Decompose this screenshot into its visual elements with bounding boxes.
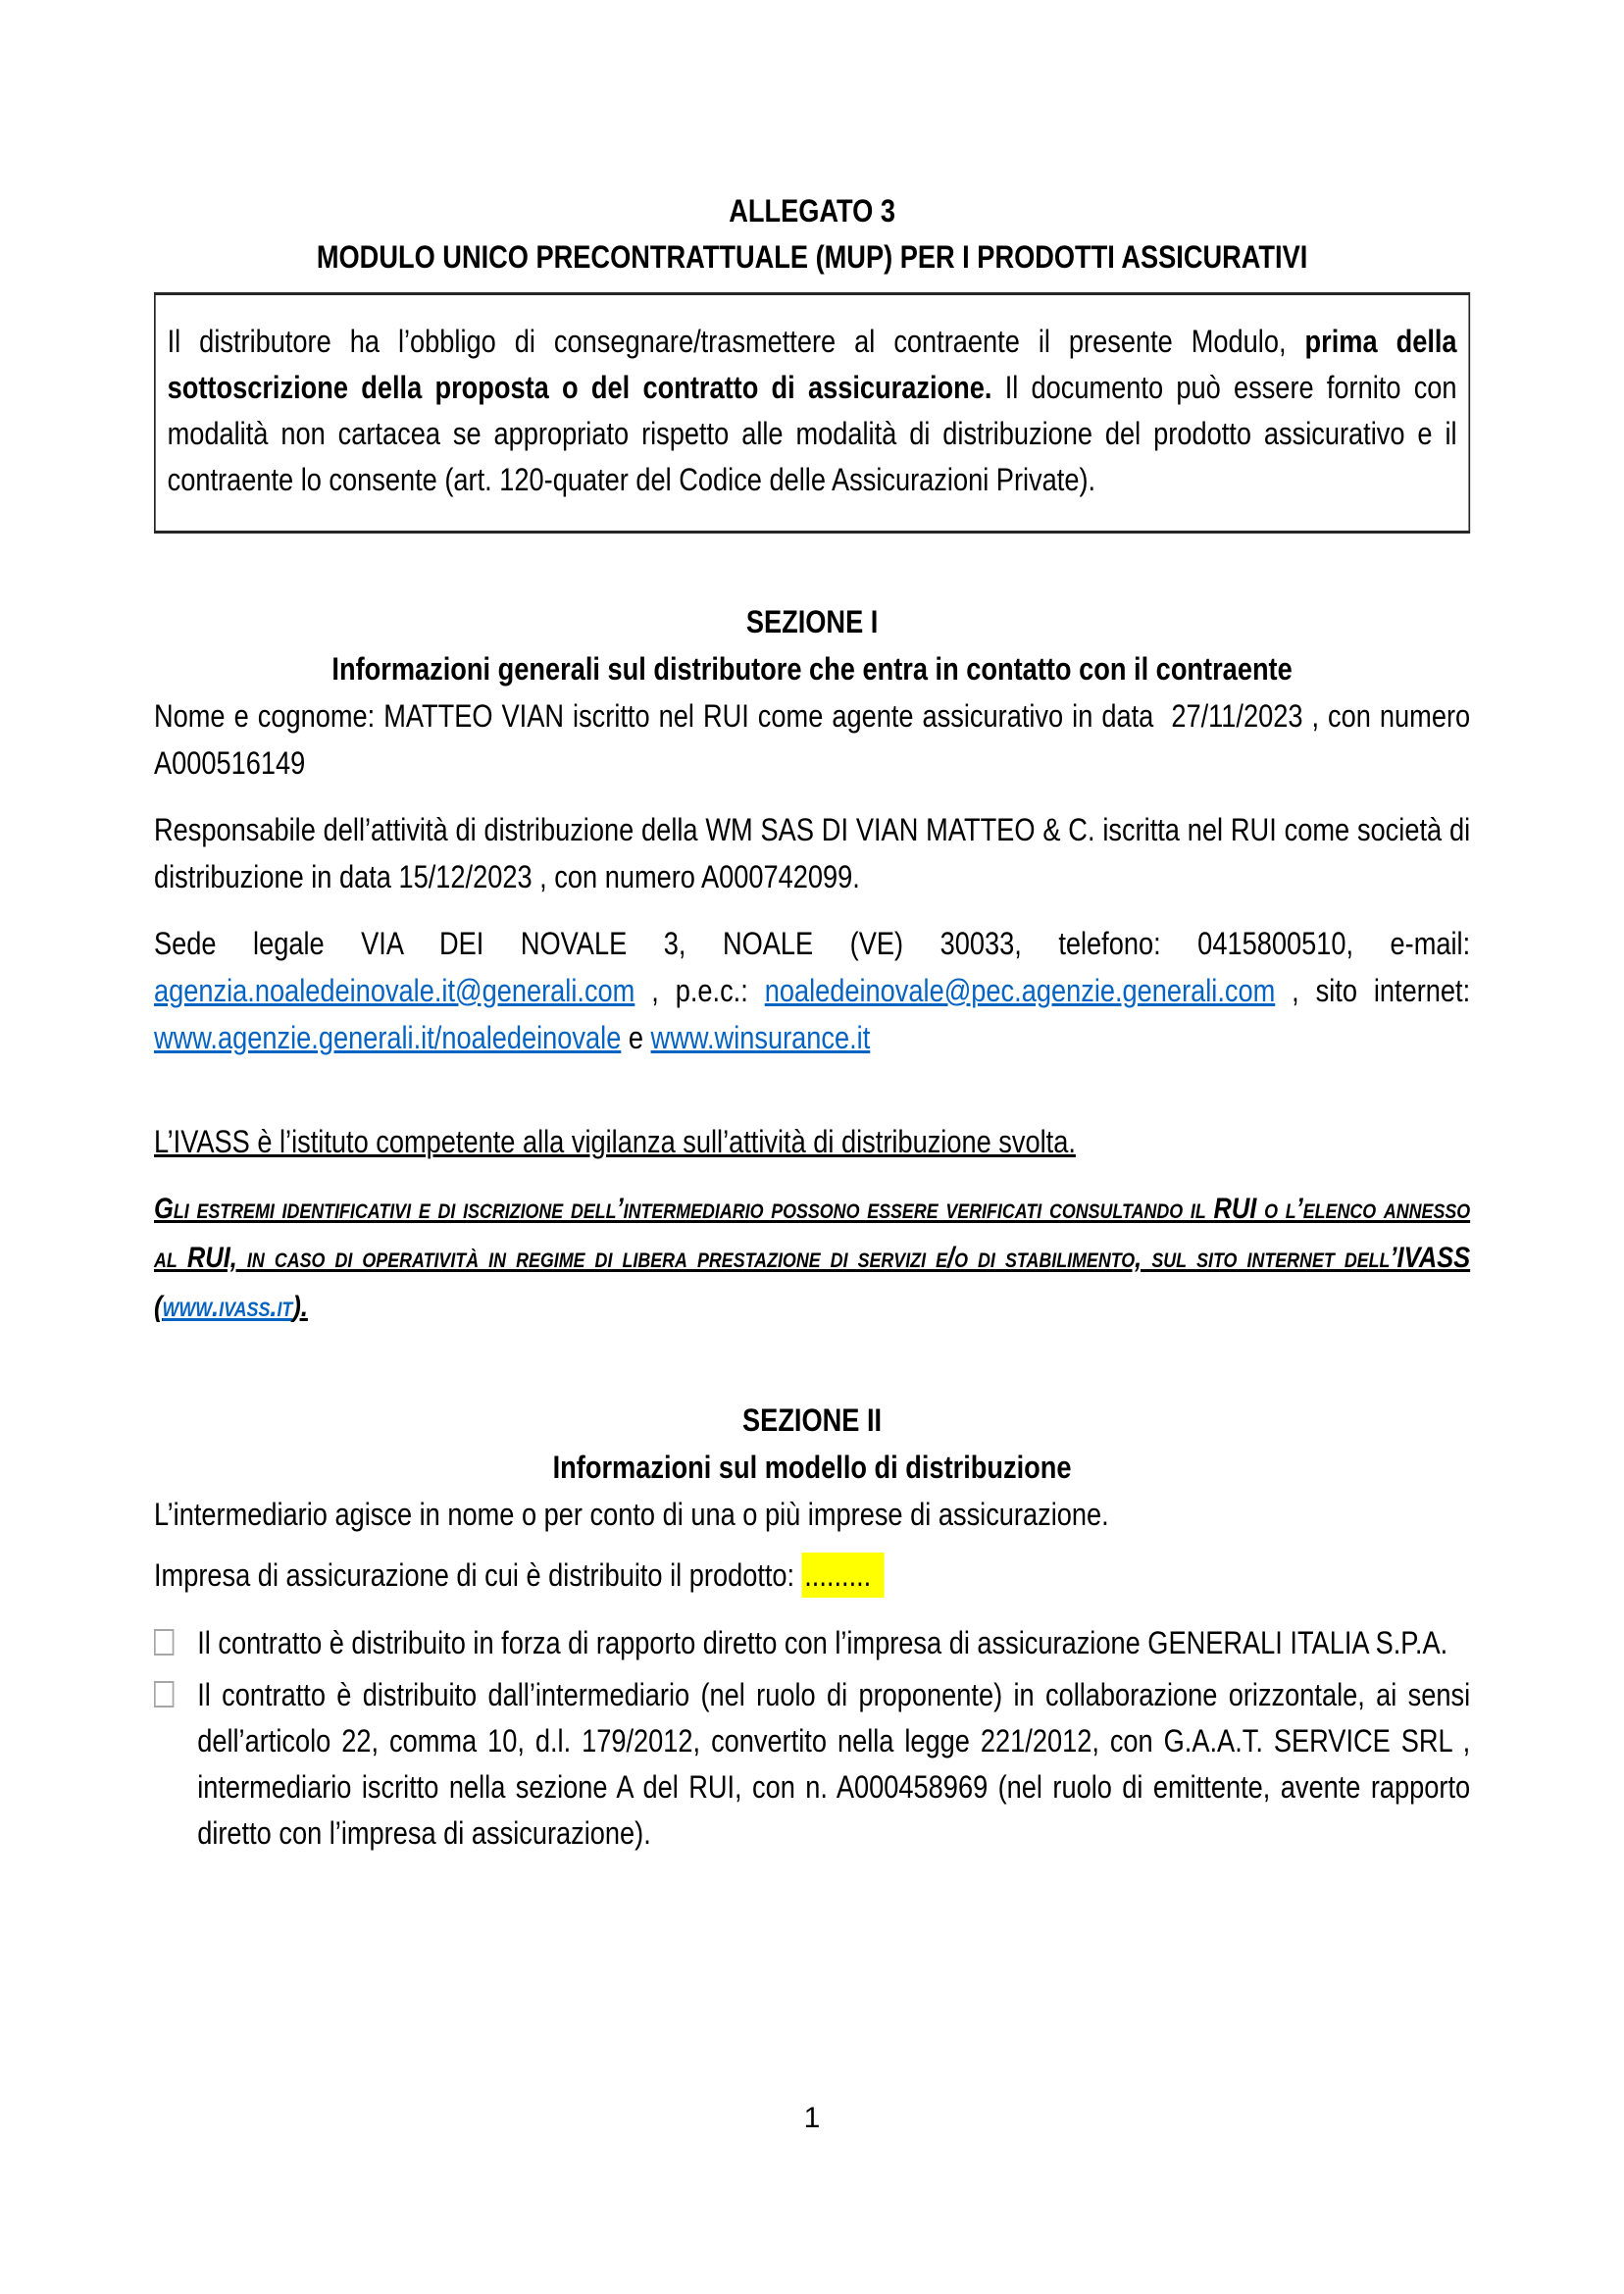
impresa-label: Impresa di assicurazione di cui è distribuito il prodotto: [154, 1557, 802, 1593]
ivass-website-link[interactable]: www.ivass.it [162, 1291, 293, 1323]
estremi-text-2: ). [292, 1291, 308, 1323]
website-link-agenzie-generali[interactable]: www.agenzie.generali.it/noaledeinovale [154, 1020, 622, 1055]
para-sede-legale [154, 920, 1470, 1061]
para-responsabile-distribuzione: Responsabile dell’attività di distribuzione della WM SAS DI VIAN MATTEO & C. iscritta nel RUI come società di distribuzione in data 15/12/2023 , con numero A000742099. [154, 812, 1471, 894]
check-item-collaborazione-orizzontale [154, 1672, 1470, 1857]
fill-in-blank-highlight[interactable]: ......... [802, 1553, 885, 1598]
notice-text-part2: Il documento può essere fornito con modalità non cartacea se appropriato rispetto alle modalità di distribuzione del prodotto assicurativo e il contraente lo consente (art. 120-quater del Codice delle Assicurazioni Private). [167, 370, 1457, 497]
checkbox-unchecked-icon[interactable] [154, 1629, 174, 1656]
website-link-winsurance[interactable]: www.winsurance.it [650, 1020, 871, 1055]
doc-title-line1: ALLEGATO 3 [729, 193, 895, 229]
sede-text-3: , sito internet: [1275, 973, 1471, 1008]
check-item-rapporto-diretto [154, 1620, 1470, 1666]
sede-text-4: e [621, 1020, 651, 1055]
section1-heading: SEZIONE I [745, 604, 879, 639]
distribution-options-list [154, 1620, 1470, 1857]
para-estremi-identificativi [154, 1185, 1470, 1332]
para-nome-cognome: Nome e cognome: MATTEO VIAN iscritto nel RUI come agente assicurativo in data 27/11/2023 , con numero A000516149 [154, 698, 1471, 781]
para-intermediario-agisce: L’intermediario agisce in nome o per conto di una o più imprese di assicurazione. [154, 1497, 1109, 1532]
section2-heading: SEZIONE II [742, 1402, 883, 1438]
email-link[interactable]: agenzia.noaledeinovale.it@generali.com [154, 973, 635, 1008]
notice-box-paragraph [168, 319, 1457, 503]
notice-text-bold: prima della sottoscrizione della proposta o del contratto di assicurazione. [167, 324, 1457, 405]
pec-email-link[interactable]: noaledeinovale@pec.agenzie.generali.com [764, 973, 1276, 1008]
section2-subheading: Informazioni sul modello di distribuzione [552, 1450, 1072, 1485]
page-number: 1 [803, 2102, 821, 2134]
doc-title-line2: MODULO UNICO PRECONTRATTUALE (MUP) PER I PRODOTTI ASSICURATIVI [316, 239, 1308, 275]
notice-text-part1: Il distributore ha l’obbligo di consegnare/trasmettere al contraente il presente Modulo, [167, 324, 1305, 359]
para-impresa-assicurazione [154, 1552, 1470, 1599]
check-item-text: Il contratto è distribuito in forza di rapporto diretto con l’impresa di assicurazione GENERALI ITALIA S.P.A. [197, 1625, 1448, 1660]
para-ivass-vigilanza: L’IVASS è l’istituto competente alla vigilanza sull’attività di distribuzione svolta. [154, 1124, 1076, 1159]
sede-text-2: , p.e.c.: [634, 973, 765, 1008]
checkbox-unchecked-icon[interactable] [154, 1681, 174, 1708]
section1-subheading: Informazioni generali sul distributore che entra in contatto con il contraente [331, 651, 1293, 687]
sede-text-1: Sede legale VIA DEI NOVALE 3, NOALE (VE) 30033, telefono: 0415800510, e-mail: [154, 926, 1471, 961]
notice-box [154, 292, 1470, 534]
check-item-text: Il contratto è distribuito dall’intermediario (nel ruolo di proponente) in collaborazione orizzontale, ai sensi dell’articolo 22, comma 10, d.l. 179/2012, convertito nella legge 221/2012, con G.A.A.T. SERVICE SRL , intermediario iscritto nella sezione A del RUI, con n. A000458969 (nel ruolo di emittente, avente rapporto diretto con l’impresa di assicurazione). [197, 1677, 1471, 1851]
document-content [154, 188, 1470, 1857]
estremi-text-1: Gli estremi identificativi e di iscrizione dell’intermediario possono essere verificati consultando il RUI o l’elenco annesso al RUI, in caso di operatività in regime di libera prestazione di servizi e/o di stabilimento, sul sito internet dell’IVASS ( [154, 1193, 1471, 1323]
